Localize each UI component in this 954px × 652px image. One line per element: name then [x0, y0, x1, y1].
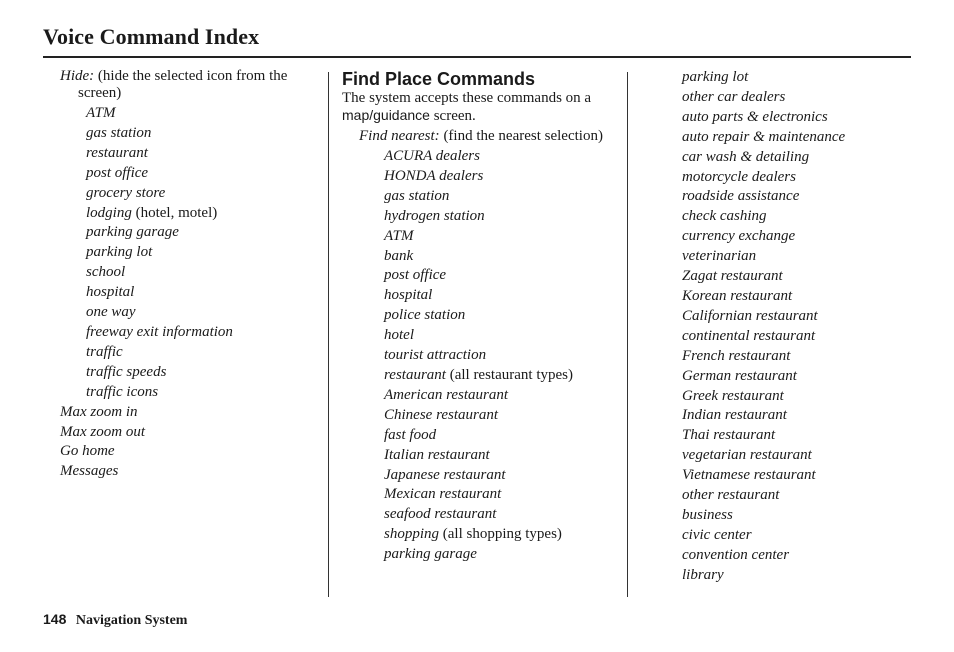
intro-text-a: The system accepts these commands on a — [342, 90, 592, 106]
hide-item — [60, 283, 322, 303]
command-text: fast food — [384, 426, 437, 443]
hide-item — [60, 343, 322, 363]
column-middle — [342, 68, 622, 565]
command-text: grocery store — [86, 184, 166, 201]
find-nearest-item — [682, 426, 912, 446]
find-nearest-item — [342, 227, 622, 247]
command-text: German restaurant — [682, 367, 797, 384]
command-text: auto repair & maintenance — [682, 128, 846, 145]
command-text: Californian restaurant — [682, 307, 818, 324]
command-text: civic center — [682, 526, 752, 543]
command-text: other restaurant — [682, 487, 780, 504]
voice-command — [60, 423, 322, 443]
find-nearest-item — [682, 307, 912, 327]
hide-item — [60, 184, 322, 204]
command-text: Vietnamese restaurant — [682, 467, 816, 484]
command-note: (all shopping types) — [439, 526, 562, 543]
find-nearest-item — [682, 247, 912, 267]
command-text: Italian restaurant — [384, 446, 490, 463]
hide-item — [60, 124, 322, 144]
hide-command-description: (hide the selected icon from the screen) — [78, 68, 288, 101]
command-text: French restaurant — [682, 347, 791, 364]
page-number: 148 — [43, 611, 67, 627]
find-nearest-item — [342, 247, 622, 267]
find-nearest-item — [342, 266, 622, 286]
find-nearest-item — [682, 387, 912, 407]
voice-command — [60, 442, 322, 462]
hide-command-entry — [60, 68, 322, 102]
find-nearest-item — [342, 426, 622, 446]
column-divider-2 — [627, 72, 628, 597]
command-text: hospital — [384, 287, 433, 304]
command-text: American restaurant — [384, 386, 509, 403]
command-text: library — [682, 566, 724, 583]
command-text: ATM — [384, 227, 414, 244]
command-text: seafood restaurant — [384, 506, 497, 523]
command-text: continental restaurant — [682, 327, 816, 344]
find-nearest-item — [682, 227, 912, 247]
command-text: traffic speeds — [86, 363, 167, 380]
command-text: Thai restaurant — [682, 427, 776, 444]
find-nearest-item — [682, 347, 912, 367]
find-nearest-item — [682, 267, 912, 287]
find-nearest-item — [342, 207, 622, 227]
column-divider-1 — [328, 72, 329, 597]
command-text: motorcycle dealers — [682, 168, 796, 185]
command-text: tourist attraction — [384, 347, 487, 364]
command-text: post office — [86, 164, 149, 181]
find-nearest-item — [342, 466, 622, 486]
column-right — [682, 68, 912, 586]
command-text: shopping — [384, 526, 440, 543]
other-commands-list — [60, 403, 322, 483]
find-nearest-block — [342, 128, 622, 145]
hide-item — [60, 383, 322, 403]
find-nearest-item — [682, 327, 912, 347]
page-footer — [43, 611, 187, 629]
section-intro — [342, 90, 622, 125]
find-nearest-item — [342, 485, 622, 505]
command-text: Max zoom in — [60, 403, 138, 420]
hide-item — [60, 303, 322, 323]
find-nearest-item — [682, 207, 912, 227]
hide-item — [60, 263, 322, 283]
command-text: hydrogen station — [384, 207, 485, 224]
find-nearest-item — [682, 367, 912, 387]
command-text: hospital — [86, 284, 135, 301]
find-nearest-item — [682, 88, 912, 108]
command-text: business — [682, 506, 733, 523]
find-nearest-list-continued — [682, 68, 912, 586]
find-nearest-item — [682, 108, 912, 128]
command-text: restaurant — [86, 144, 148, 161]
command-text: post office — [384, 267, 447, 284]
hide-item — [60, 204, 322, 224]
command-text: ATM — [86, 105, 116, 121]
find-nearest-list — [342, 147, 622, 565]
find-nearest-item — [682, 506, 912, 526]
command-text: convention center — [682, 546, 790, 563]
find-nearest-item — [342, 446, 622, 466]
footer-section-name: Navigation System — [75, 613, 188, 628]
command-text: Messages — [60, 463, 119, 480]
intro-text-b: screen. — [433, 108, 476, 124]
command-text: Go home — [60, 443, 115, 460]
find-nearest-item — [342, 525, 622, 545]
find-nearest-item — [342, 366, 622, 386]
command-text: Max zoom out — [60, 423, 145, 440]
command-text: traffic — [86, 343, 123, 360]
find-nearest-item — [682, 486, 912, 506]
find-nearest-item — [682, 187, 912, 207]
find-nearest-item — [342, 326, 622, 346]
command-text: Mexican restaurant — [384, 486, 502, 503]
find-nearest-item — [682, 566, 912, 586]
find-nearest-item — [682, 446, 912, 466]
find-nearest-item — [682, 526, 912, 546]
hide-item — [60, 164, 322, 184]
command-text: ACURA dealers — [384, 148, 480, 164]
hide-item — [60, 144, 322, 164]
command-text: traffic icons — [86, 383, 159, 400]
find-nearest-item — [342, 147, 622, 167]
command-text: currency exchange — [682, 228, 796, 245]
command-text: Greek restaurant — [682, 387, 784, 404]
command-note: (all restaurant types) — [445, 366, 573, 383]
find-nearest-item — [682, 406, 912, 426]
find-nearest-item — [682, 466, 912, 486]
hide-item — [60, 243, 322, 263]
command-text: parking garage — [384, 546, 477, 563]
find-nearest-item — [342, 406, 622, 426]
command-text: one way — [86, 304, 136, 321]
find-nearest-item — [342, 545, 622, 565]
command-text: other car dealers — [682, 88, 786, 105]
intro-screen-name: map/guidance — [342, 107, 430, 123]
command-text: hotel — [384, 327, 414, 344]
command-text: police station — [384, 307, 466, 324]
hide-item — [60, 104, 322, 124]
command-text: roadside assistance — [682, 188, 800, 205]
find-nearest-description: (find the nearest selection) — [443, 128, 603, 144]
find-nearest-item — [682, 128, 912, 148]
command-text: auto parts & electronics — [682, 108, 828, 125]
hide-item — [60, 323, 322, 343]
command-text: Indian restaurant — [682, 407, 787, 424]
command-text: freeway exit information — [86, 323, 233, 340]
command-text: gas station — [86, 124, 152, 141]
find-nearest-item — [342, 306, 622, 326]
find-nearest-item — [682, 168, 912, 188]
command-text: Chinese restaurant — [384, 406, 499, 423]
command-text: gas station — [384, 187, 450, 204]
command-text: Japanese restaurant — [384, 466, 506, 483]
page-title: Voice Command Index — [43, 24, 260, 49]
find-nearest-item — [342, 167, 622, 187]
title-rule — [43, 56, 911, 58]
command-text: check cashing — [682, 208, 767, 225]
command-text: parking garage — [86, 224, 179, 241]
find-nearest-item — [342, 505, 622, 525]
section-heading: Find Place Commands — [342, 69, 536, 89]
find-nearest-item — [342, 187, 622, 207]
command-text: vegetarian restaurant — [682, 447, 812, 464]
find-nearest-entry — [359, 128, 622, 145]
command-text: veterinarian — [682, 248, 757, 265]
voice-command — [60, 462, 322, 482]
command-text: car wash & detailing — [682, 148, 810, 165]
command-text: parking lot — [682, 69, 749, 85]
command-text: HONDA dealers — [384, 167, 484, 184]
find-nearest-item — [682, 68, 912, 88]
column-left — [60, 68, 322, 482]
command-text: parking lot — [86, 244, 153, 261]
hide-items-list — [60, 104, 322, 403]
hide-item — [60, 223, 322, 243]
find-nearest-term: Find nearest: — [359, 128, 440, 144]
find-nearest-item — [342, 386, 622, 406]
command-text: restaurant — [384, 366, 446, 383]
command-text: Zagat restaurant — [682, 268, 783, 285]
command-text: bank — [384, 247, 414, 264]
voice-command — [60, 403, 322, 423]
command-text: Korean restaurant — [682, 287, 793, 304]
find-nearest-item — [342, 286, 622, 306]
find-nearest-item — [682, 148, 912, 168]
command-text: lodging — [86, 204, 132, 221]
find-nearest-item — [682, 546, 912, 566]
command-note: (hotel, motel) — [131, 204, 218, 221]
command-text: school — [86, 264, 126, 281]
find-nearest-item — [342, 346, 622, 366]
hide-item — [60, 363, 322, 383]
hide-command-term: Hide: — [60, 68, 95, 84]
find-nearest-item — [682, 287, 912, 307]
